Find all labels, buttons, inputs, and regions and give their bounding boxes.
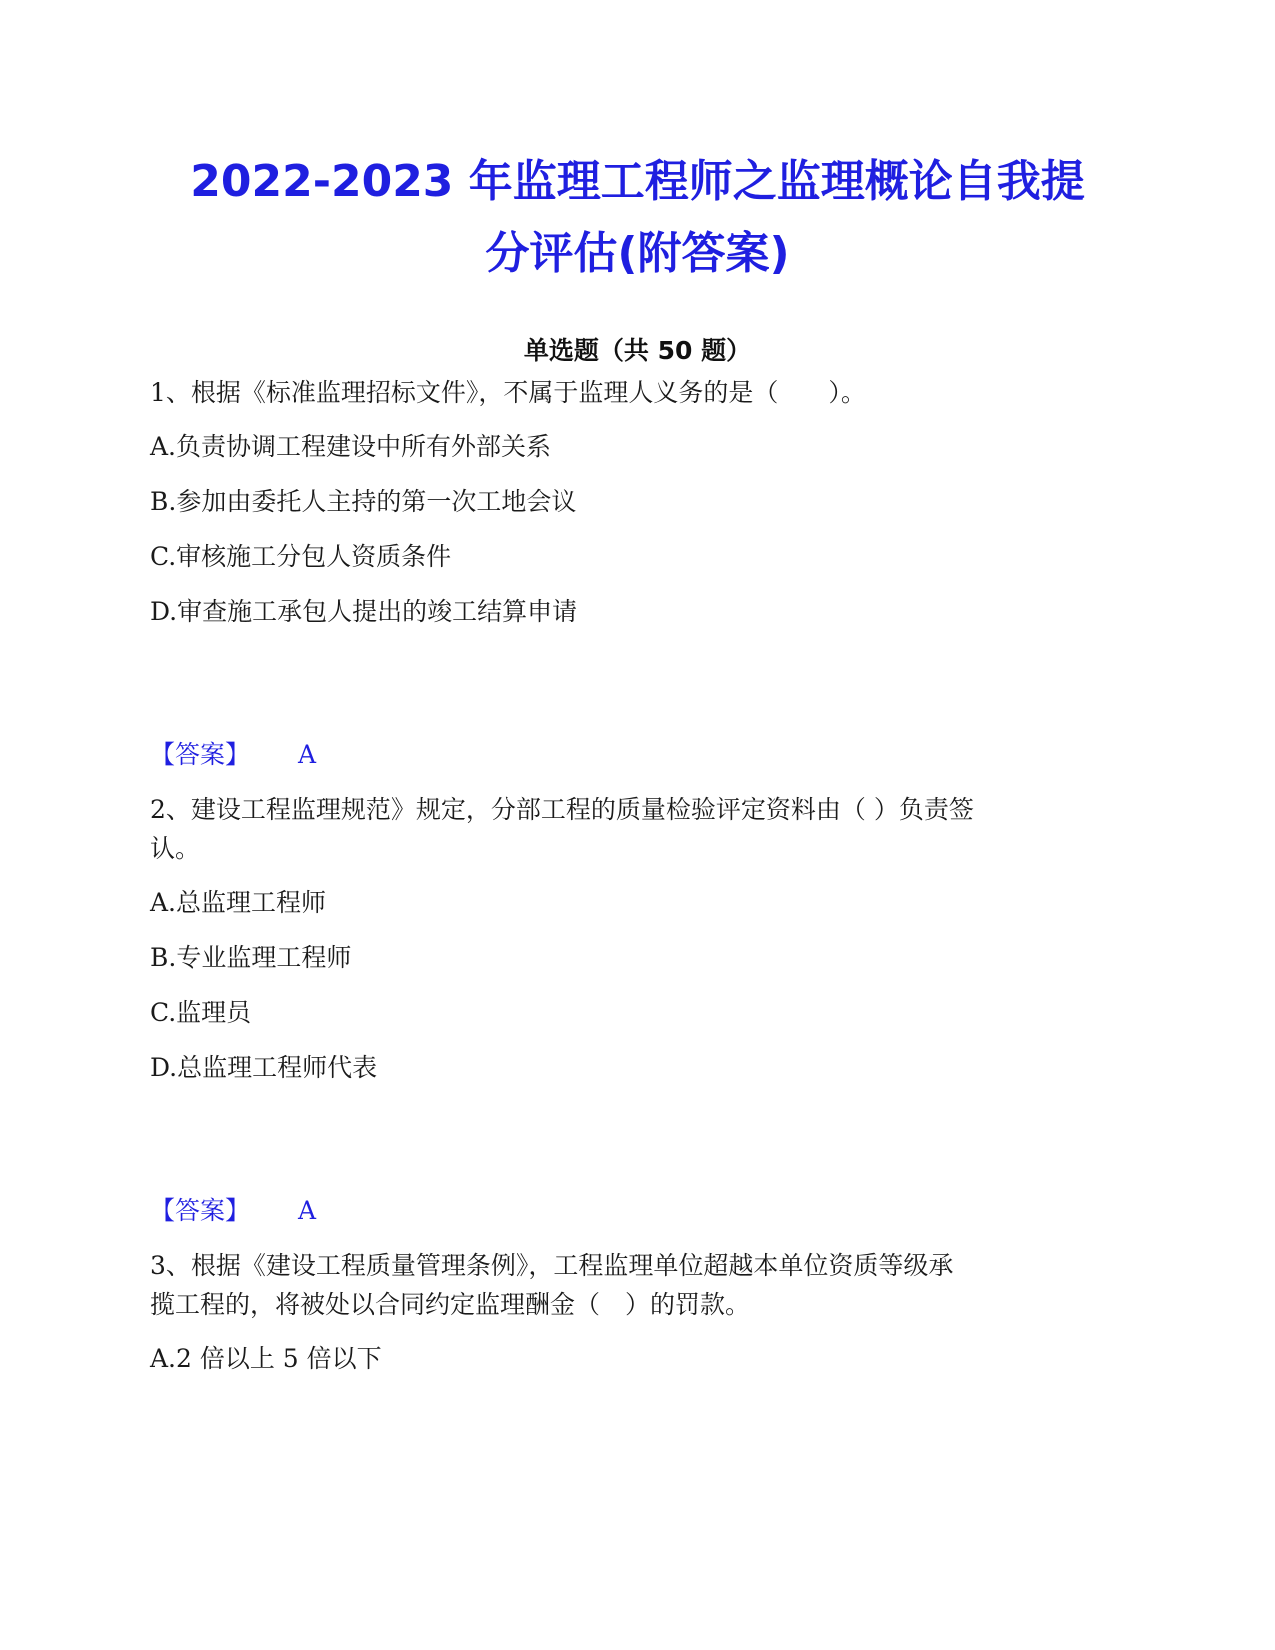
document-title-line-1: 2022-2023 年监理工程师之监理概论自我提: [190, 156, 1085, 207]
question-2-option-b: B.专业监理工程师: [150, 943, 352, 972]
answer-label: 【答案】: [150, 740, 251, 769]
question-1-option-b: B.参加由委托人主持的第一次工地会议: [150, 487, 577, 516]
question-2-option-a: A.总监理工程师: [150, 888, 327, 917]
question-1-option-a: A.负责协调工程建设中所有外部关系: [150, 432, 552, 461]
question-1-answer: [150, 737, 316, 773]
section-heading: 单选题（共 50 题）: [523, 336, 752, 365]
question-2-answer: [150, 1193, 316, 1229]
answer-value: A: [298, 740, 317, 769]
question-1-option-c: C.审核施工分包人资质条件: [150, 542, 452, 571]
answer-value: A: [298, 1196, 317, 1225]
question-3-option-a: A.2 倍以上 5 倍以下: [150, 1344, 382, 1373]
question-1-option-d: D.审查施工承包人提出的竣工结算申请: [150, 597, 578, 626]
question-2-stem-line-1: 2、建设工程监理规范》规定，分部工程的质量检验评定资料由（ ）负责签: [150, 795, 974, 824]
document-title-line-2: 分评估(附答案): [485, 228, 790, 279]
question-2-stem-line-2: 认。: [150, 834, 201, 863]
question-3-stem-line-1: 3、根据《建设工程质量管理条例》，工程监理单位超越本单位资质等级承: [150, 1251, 954, 1280]
question-2-option-d: D.总监理工程师代表: [150, 1053, 378, 1082]
answer-label: 【答案】: [150, 1196, 251, 1225]
question-1-stem: 1、根据《标准监理招标文件》，不属于监理人义务的是（ ）。: [150, 378, 866, 407]
question-3-stem-line-2: 揽工程的，将被处以合同约定监理酬金（ ）的罚款。: [150, 1290, 751, 1319]
question-2-option-c: C.监理员: [150, 998, 252, 1027]
